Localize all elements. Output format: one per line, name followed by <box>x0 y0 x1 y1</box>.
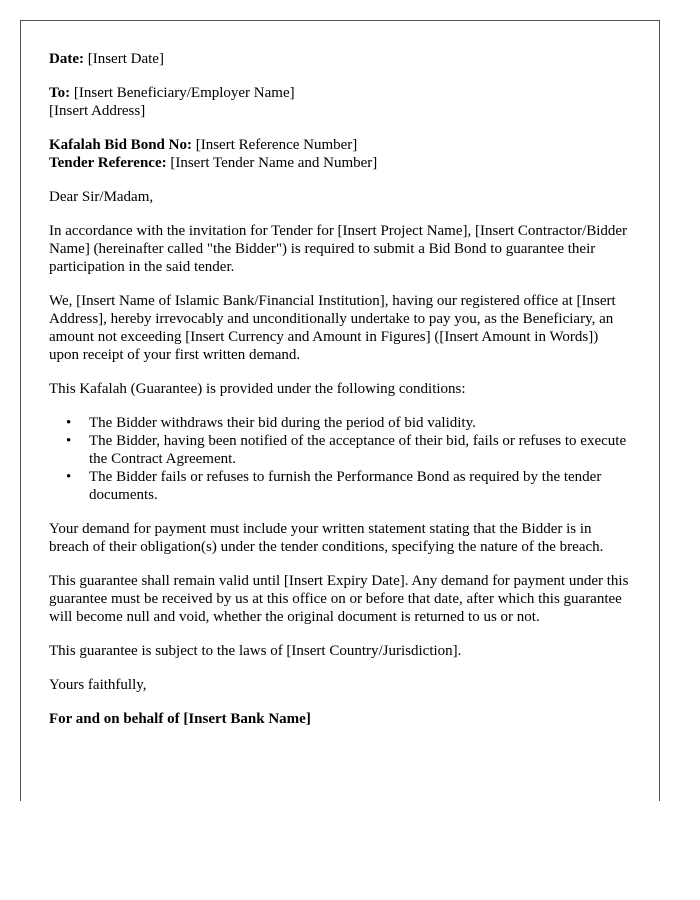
tender-reference-label: Tender Reference: <box>49 155 167 171</box>
bond-number-label: Kafalah Bid Bond No: <box>49 137 192 153</box>
condition-text: The Bidder fails or refuses to furnish the Performance Bond as required by the tender documents. <box>89 469 602 503</box>
valediction: Yours faithfully, <box>49 677 147 693</box>
paragraph-governing-law: This guarantee is subject to the laws of [Insert Country/Jurisdiction]. <box>49 643 462 659</box>
list-item <box>66 432 631 468</box>
reference-block <box>49 136 631 172</box>
list-item <box>66 468 631 504</box>
signatory: For and on behalf of [Insert Bank Name] <box>49 711 311 727</box>
paragraph-tender-invitation: In accordance with the invitation for Tender for [Insert Project Name], [Insert Contractor/Bidder Name] (hereinafter called "the Bidder") is required to submit a Bid Bond to guarantee their participation in the said tender. <box>49 223 628 275</box>
paragraph-demand: Your demand for payment must include your written statement stating that the Bidder is in breach of their obligation(s) under the tender conditions, specifying the nature of the breach. <box>49 521 604 555</box>
bullet-icon: • <box>66 433 72 449</box>
bullet-icon: • <box>66 469 72 485</box>
paragraph-undertaking: We, [Insert Name of Islamic Bank/Financial Institution], having our registered office at [Insert Address], hereby irrevocably and unconditionally undertake to pay you, as the Beneficiary, an amount not exceeding [Insert Currency and Amount in Figures] ([Insert Amount in Words]) upon receipt of your first written demand. <box>49 293 616 363</box>
recipient-name: [Insert Beneficiary/Employer Name] <box>73 85 295 101</box>
conditions-list <box>49 414 631 504</box>
list-item <box>66 414 631 432</box>
letter-page <box>20 20 660 801</box>
signatory-line <box>49 710 631 728</box>
tender-reference-value: [Insert Tender Name and Number] <box>170 155 378 171</box>
date-label: Date: <box>49 51 84 67</box>
bond-number-value: [Insert Reference Number] <box>195 137 358 153</box>
date-line <box>49 50 631 68</box>
condition-text: The Bidder, having been notified of the acceptance of their bid, fails or refuses to execute the Contract Agreement. <box>89 433 627 467</box>
conditions-intro: This Kafalah (Guarantee) is provided under the following conditions: <box>49 381 466 397</box>
salutation: Dear Sir/Madam, <box>49 189 154 205</box>
recipient-address: [Insert Address] <box>49 103 146 119</box>
paragraph-validity: This guarantee shall remain valid until [Insert Expiry Date]. Any demand for payment under this guarantee must be received by us at this office on or before that date, after which this guarantee will become null and void, whether the original document is returned to us or not. <box>49 573 629 625</box>
date-value: [Insert Date] <box>87 51 164 67</box>
recipient-block <box>49 84 631 120</box>
condition-text: The Bidder withdraws their bid during the period of bid validity. <box>89 415 476 431</box>
to-label: To: <box>49 85 71 101</box>
bullet-icon: • <box>66 415 72 431</box>
